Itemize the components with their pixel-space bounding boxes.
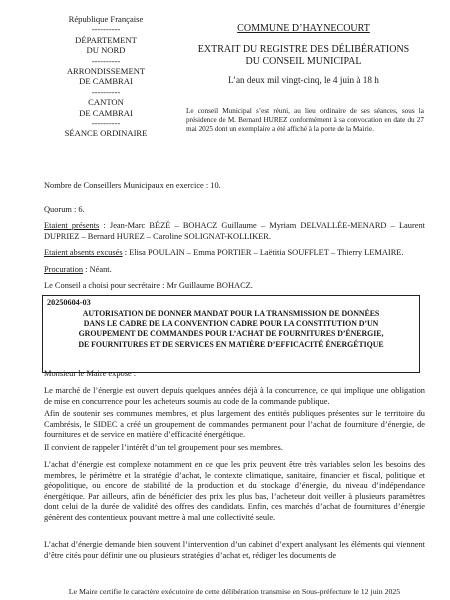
header-left-line: SÉANCE ORDINAIRE xyxy=(64,128,148,139)
secretary-line: Le Conseil a choisi pour secrétaire : Mr Guillaume BOHACZ. xyxy=(44,281,253,290)
paragraph-1: Le marché de l’énergie est ouvert depuis quelques années déjà à la concurrence, ce qui implique une obligation de mise en concurrence pour les acheteurs soumis au code de la commande publique. xyxy=(44,386,425,406)
header-left-line: ---------- xyxy=(91,86,121,97)
footer-certification: Le Maire certifie le caractère exécutoire de cette délibération transmise en Sous-préfecture le 12 juin 2025 xyxy=(68,587,401,596)
expose-line: Monsieur le Maire expose : xyxy=(44,369,137,378)
paragraph-2: Afin de soutenir ses communes membres, et plus largement des entités publiques présentes sur le territoire du Cambrésis, le SIDEC a créé un groupement de commandes permanent pour l’achat de fourniture d’énergie, de fournitures et de service en matière d’efficacité énergétique. xyxy=(44,409,425,440)
header-left-line: ---------- xyxy=(91,118,121,129)
deliberation-id: 20250604-03 xyxy=(47,298,91,307)
absents-list: : Elisa POULAIN – Emma PORTIER – Laëtitia SOUFFLET – Thierry LEMAIRE. xyxy=(122,248,404,257)
presents-list: : Jean-Marc BÉZÉ – BOHACZ Guillaume – Myriam DELVALLÉE-MENARD – Laurent DUPRIEZ – Bernard HUREZ – Caroline SOLIGNAT-KOLLIKER. xyxy=(44,221,425,241)
paragraph-4: L’achat d’énergie est complexe notamment en ce que les prix peuvent être très variables selon les besoins des membres, le périmètre et la stratégie d’achat, le contexte climatique, sanitaire, financier et fiscal, politique et géopolitique, ou encore de stabilité de la production et du stockage d’énergie, du niveau d’indépendance énergétique. Par ailleurs, afin de bénéficier des prix les plus bas, l’acheteur doit veiller à plusieurs paramètres dont celui de la durée de validité des offres des candidats. Enfin, ces marchés d’achat de fournitures d’énergie génèrent des contentieux pouvant mettre à mal une collectivité seule. xyxy=(44,460,425,522)
extrait-line: EXTRAIT DU REGISTRE DES DÉLIBÉRATIONS xyxy=(197,44,410,55)
deliberation-title-line: DE FOURNITURES ET DE SERVICES EN MATIÈRE D’EFFICACITÉ ÉNERGÉTIQUE xyxy=(78,339,384,349)
header-left-block xyxy=(36,14,176,139)
header-left-line: DÉPARTEMENT xyxy=(75,34,137,45)
paragraph-5: L’achat d’énergie demande bien souvent l’intervention d’un cabinet d’expert analysant les éléments qui viennent d’être cités pour définir une ou plusieurs stratégies d’achat et, rédiger les documents de xyxy=(44,540,425,560)
procuration-paragraph xyxy=(44,265,425,276)
paragraph-3: Il convient de rappeler l’intérêt d’un tel groupement pour ses membres. xyxy=(44,443,283,452)
header-left-line: République Française xyxy=(68,14,144,24)
header-right-block xyxy=(186,23,421,86)
header-left-line: DU NORD xyxy=(86,45,126,56)
procuration-value: : Néant. xyxy=(83,265,112,274)
procuration-label: Procuration xyxy=(44,265,84,274)
commune-title: COMMUNE D’HAYNECOURT xyxy=(237,23,370,34)
header-left-line: DE CAMBRAI xyxy=(79,107,133,118)
deliberation-title-line: DANS LE CADRE DE LA CONVENTION CADRE POUR LA CONSTITUTION D’UN xyxy=(83,319,379,329)
deliberation-title-line: AUTORISATION DE DONNER MANDAT POUR LA TRANSMISSION DE DONNÉES xyxy=(82,309,380,318)
presents-paragraph xyxy=(44,221,425,242)
header-left-line: ARRONDISSEMENT xyxy=(66,66,146,77)
deliberation-box xyxy=(42,295,420,373)
conseillers-count: Nombre de Conseillers Municipaux en exercice : 10. xyxy=(44,181,221,190)
header-left-line: CANTON xyxy=(88,97,124,108)
extrait-line: DU CONSEIL MUNICIPAL xyxy=(245,55,362,67)
header-left-line: DE CAMBRAI xyxy=(79,76,133,87)
presents-label: Etaient présents xyxy=(44,221,100,230)
session-date: L’an deux mil vingt-cinq, le 4 juin à 18 h xyxy=(228,75,379,85)
absents-label: Etaient absents excusés xyxy=(44,248,123,257)
extrait-heading xyxy=(186,44,421,67)
deliberation-title xyxy=(47,309,415,350)
absents-paragraph xyxy=(44,248,425,259)
quorum: Quorum : 6. xyxy=(44,205,85,214)
deliberation-title-line: GROUPEMENT DE COMMANDES POUR L’ACHAT DE FOURNITURES D’ÉNERGIE, xyxy=(78,329,384,339)
header-left-line: ---------- xyxy=(91,24,121,35)
header-left-line: ---------- xyxy=(91,55,121,66)
intro-paragraph: Le conseil Municipal s’est réuni, au lieu ordinaire de ses séances, sous la présidence de M. Bernard HUREZ conformément à sa convocation en date du 27 mai 2025 dont un exemplaire a été affiché à la porte de la Mairie. xyxy=(186,107,424,133)
